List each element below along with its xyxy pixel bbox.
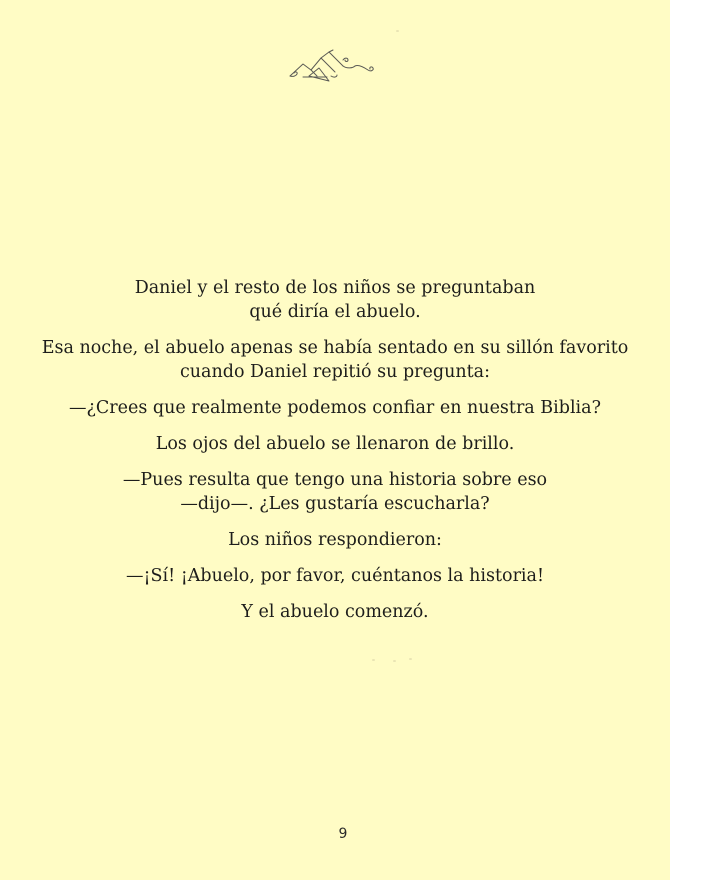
mountain-swirl-ornament-icon: [287, 46, 377, 90]
paper-speck: [396, 30, 399, 32]
paragraph-8: [0, 600, 670, 624]
text-line: —Pues resulta que tengo una historia sobre eso: [122, 470, 548, 490]
text-line: —dijo—. ¿Les gustaría escucharla?: [180, 494, 490, 514]
paper-speck: [409, 658, 412, 660]
paragraph-3: [0, 396, 670, 420]
text-line: Los ojos del abuelo se llenaron de brillo.: [155, 434, 515, 454]
paper-speck: [372, 659, 375, 661]
text-line: Esa noche, el abuelo apenas se había sentado en su sillón favorito: [41, 338, 629, 358]
text-line: Daniel y el resto de los niños se preguntaban: [134, 278, 536, 298]
paragraph-5: [0, 468, 670, 516]
paper-speck: [393, 660, 396, 662]
text-line: Y el abuelo comenzó.: [241, 602, 429, 622]
paragraph-6: [0, 528, 670, 552]
text-line: —¿Crees que realmente podemos confiar en nuestra Biblia?: [69, 398, 601, 418]
paragraph-1: [0, 276, 670, 324]
story-text: [0, 276, 670, 636]
paragraph-2: [0, 336, 670, 384]
text-line: qué diría el abuelo.: [249, 302, 421, 322]
paragraph-7: [0, 564, 670, 588]
text-line: cuando Daniel repitió su pregunta:: [179, 362, 491, 382]
page-number: 9: [338, 826, 348, 842]
paragraph-4: [0, 432, 670, 456]
text-line: Los niños respondieron:: [228, 530, 442, 550]
text-line: —¡Sí! ¡Abuelo, por favor, cuéntanos la historia!: [126, 566, 544, 586]
